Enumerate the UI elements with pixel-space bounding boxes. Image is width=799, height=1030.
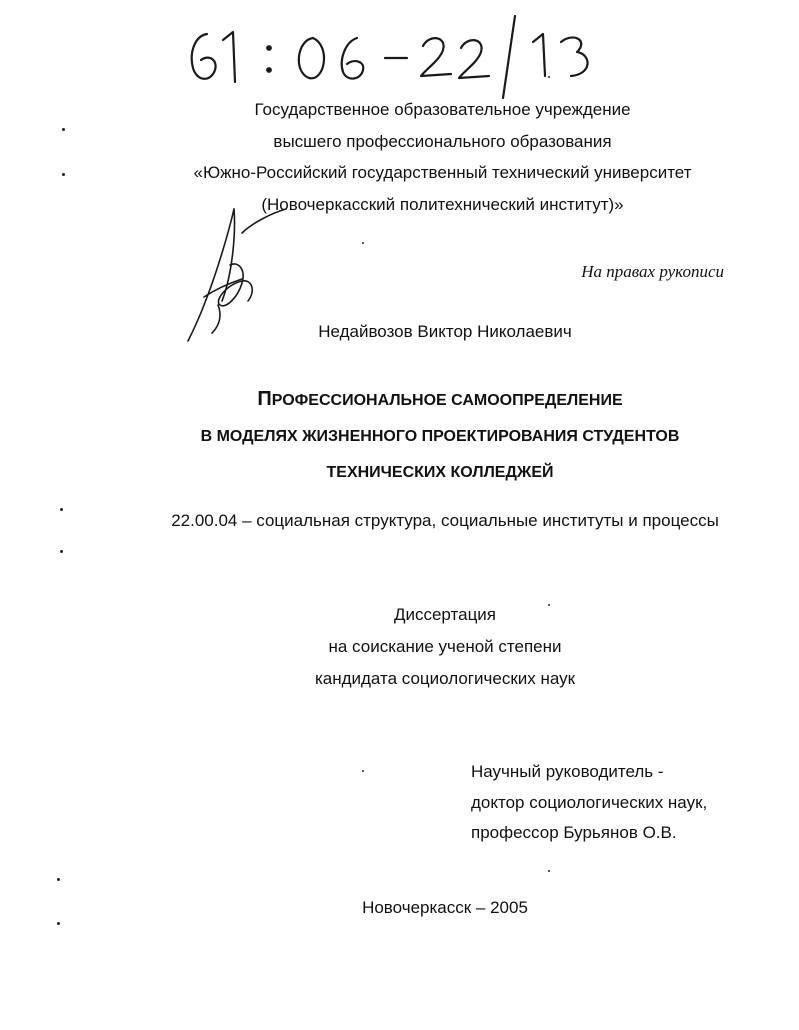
- degree-line-3: кандидата социологических наук: [314, 669, 576, 688]
- scan-speck: [548, 76, 550, 78]
- dissertation-title: [130, 381, 750, 491]
- scan-speck: [57, 878, 60, 881]
- scan-speck: [362, 770, 364, 772]
- scan-speck: [62, 173, 65, 176]
- title-initial-cap: П: [257, 388, 272, 410]
- supervisor-line-3: профессор Бурьянов О.В.: [471, 823, 677, 842]
- title-line-2: В МОДЕЛЯХ ЖИЗНЕННОГО ПРОЕКТИРОВАНИЯ СТУДЕНТОВ: [200, 428, 680, 445]
- institution-line-1: Государственное образовательное учреждение: [254, 100, 631, 119]
- scan-speck: [62, 128, 65, 131]
- scan-speck: [60, 508, 63, 511]
- city-year: Новочеркасск – 2005: [362, 898, 528, 917]
- handwritten-code-drawing: [185, 12, 605, 102]
- degree-line-1: Диссертация: [393, 605, 497, 624]
- institution-line-2: высшего профессионального образования: [273, 131, 612, 151]
- handwritten-signature: [182, 205, 292, 345]
- scan-speck: [548, 870, 550, 872]
- degree-line-2: на соискание ученой степени: [328, 637, 562, 656]
- scan-speck: [362, 242, 364, 244]
- specialty-code: 22.00.04 – социальная структура, социальные институты и процессы: [171, 511, 719, 530]
- supervisor-block: [471, 757, 781, 849]
- title-line-1: [130, 381, 750, 419]
- institution-header: [150, 94, 735, 220]
- scan-speck: [57, 922, 60, 925]
- institution-line-4: (Новочеркасский политехнический институт)»: [261, 194, 624, 214]
- title-line-1-rest: РОФЕССИОНАЛЬНОЕ САМООПРЕДЕЛЕНИЕ: [271, 392, 623, 409]
- signature-drawing: [182, 205, 292, 345]
- institution-line-3: «Южно-Российский государственный технический университет: [193, 163, 692, 182]
- supervisor-line-1: Научный руководитель -: [471, 762, 664, 781]
- scan-speck: [548, 604, 550, 606]
- title-line-3: ТЕХНИЧЕСКИХ КОЛЛЕДЖЕЙ: [326, 464, 554, 481]
- author-name: Недайвозов Виктор Николаевич: [318, 322, 572, 341]
- rights-note: На правах рукописи: [581, 262, 724, 281]
- scan-speck: [60, 550, 63, 553]
- handwritten-archive-code: [185, 12, 605, 102]
- supervisor-line-2: доктор социологических наук,: [471, 792, 708, 812]
- degree-block: [250, 599, 640, 695]
